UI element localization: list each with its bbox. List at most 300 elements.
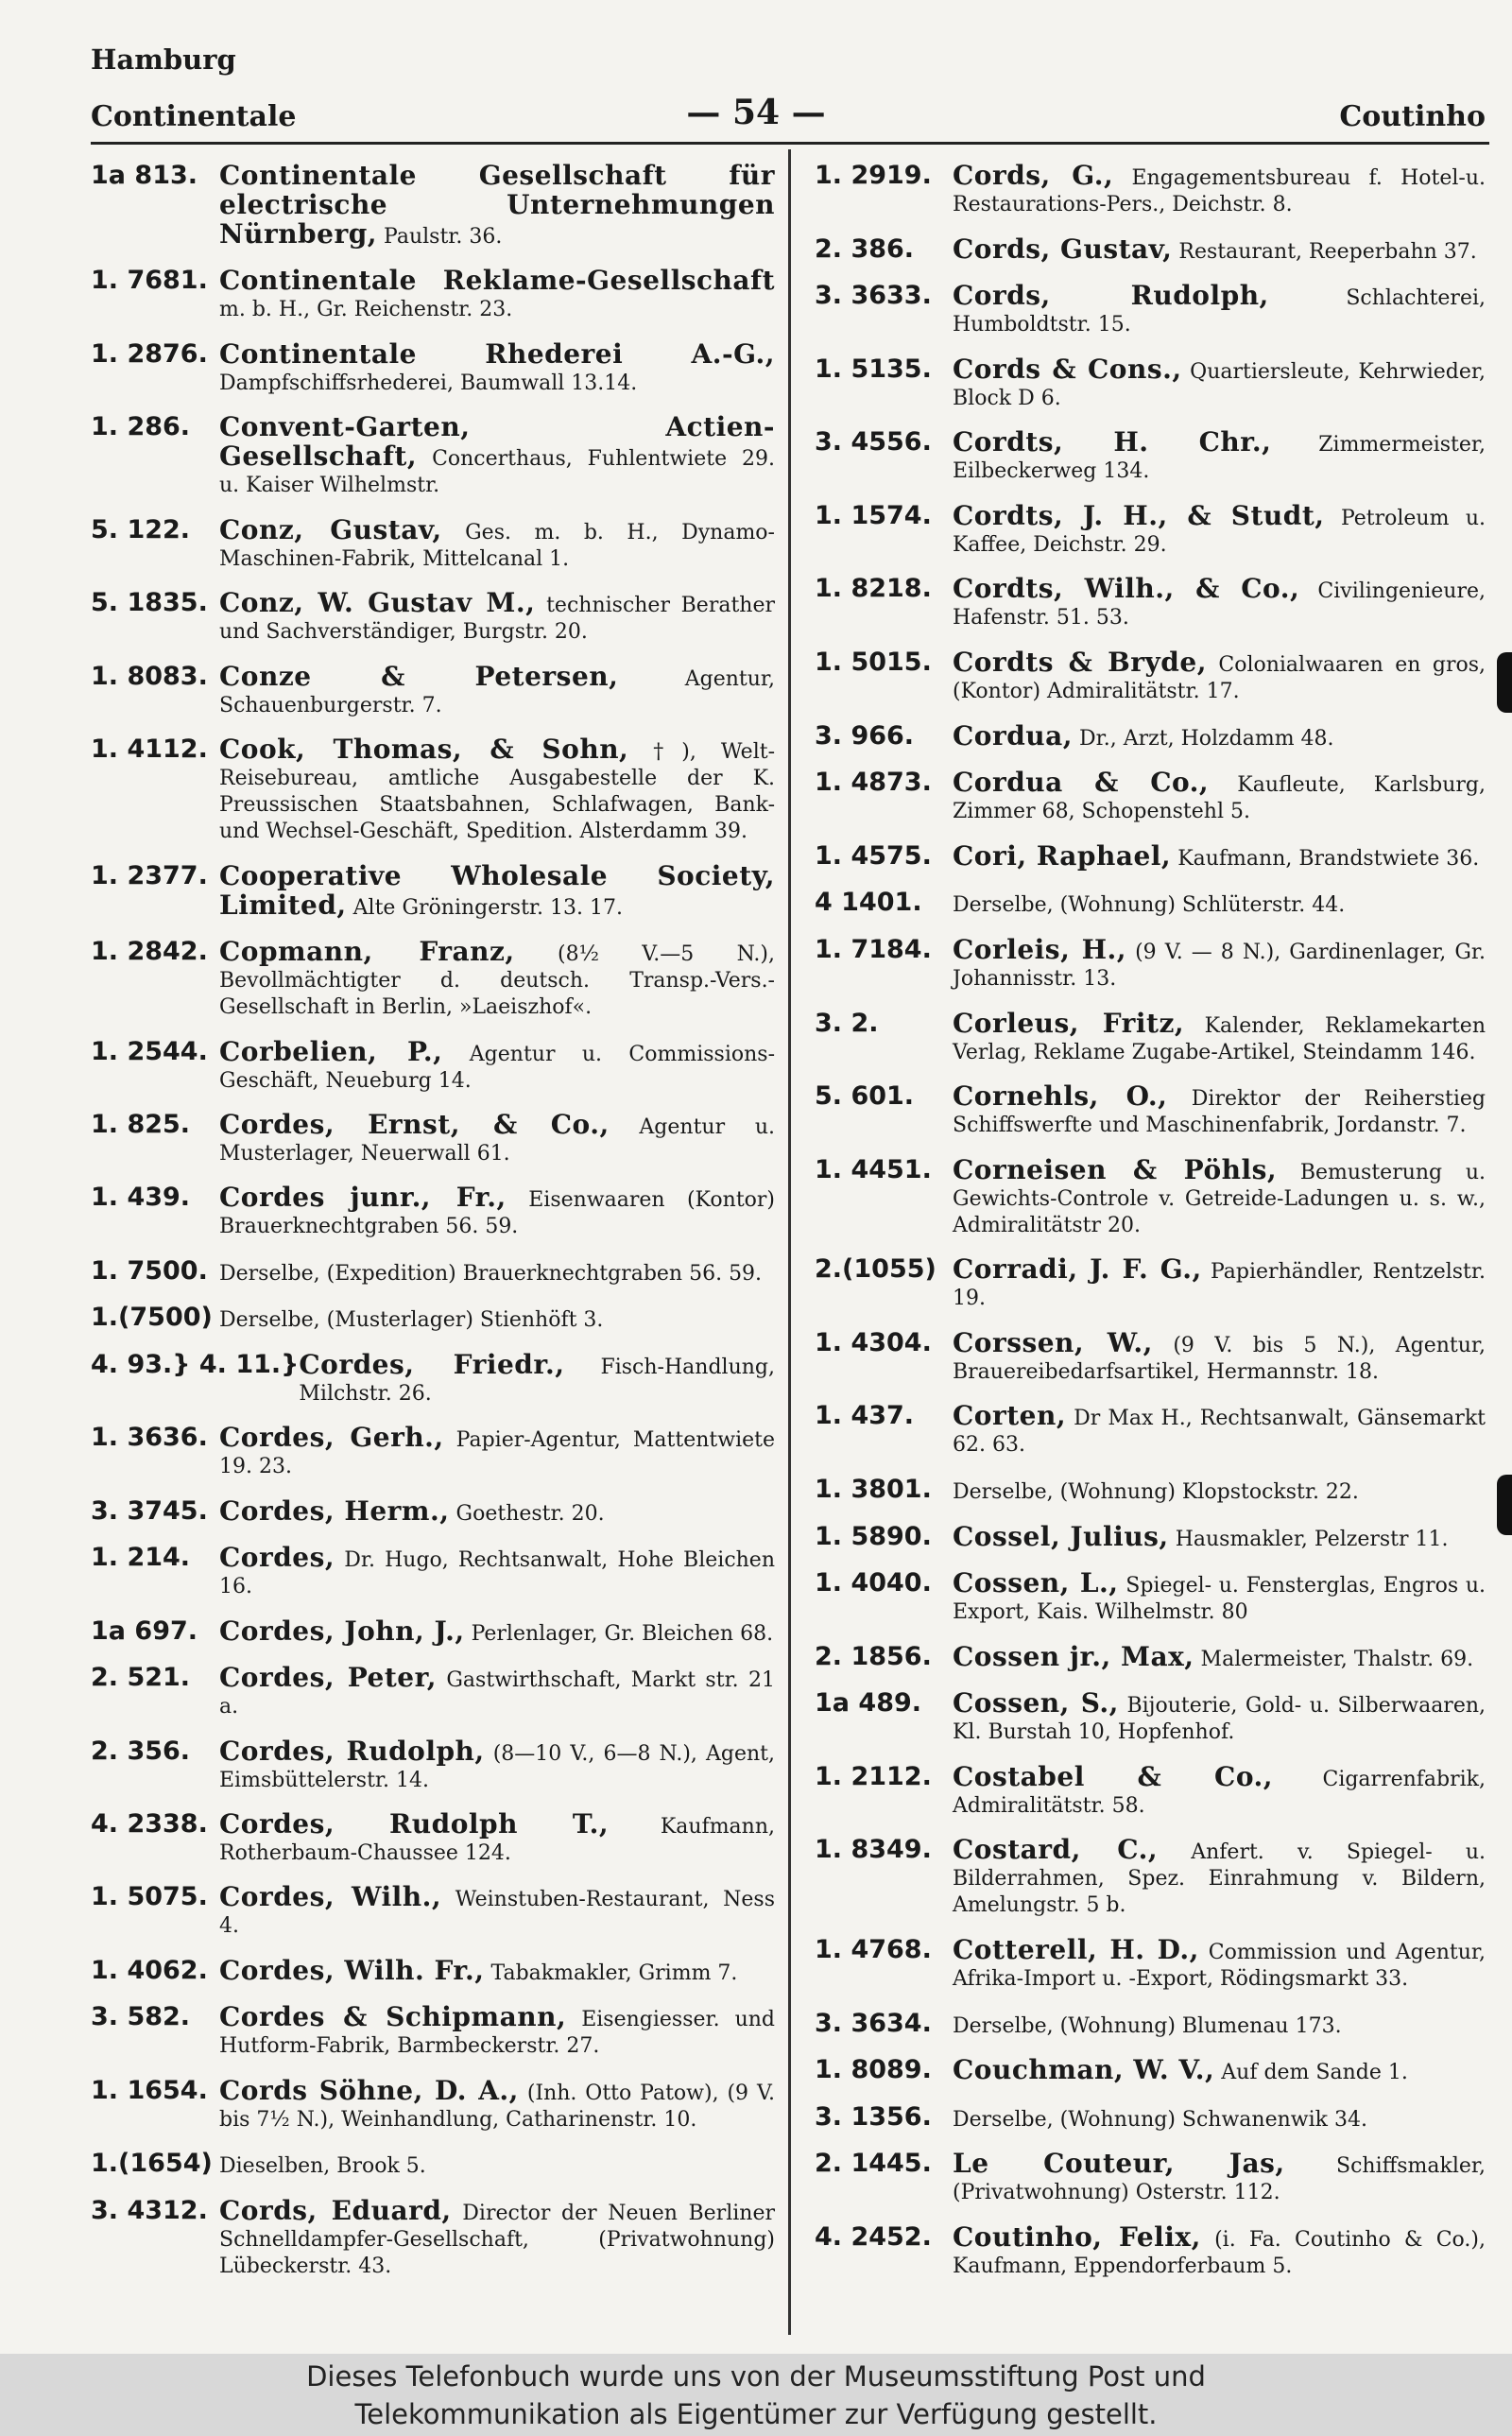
entry-detail: Papierhändler, Rentzelstr. 19. [953,1260,1486,1311]
entry-text [219,936,776,1021]
entry-text [219,2151,775,2180]
entry-text [953,1080,1486,1139]
entry-detail: (Inh. Otto Patow), (9 V. bis 7½ N.), Weinhandlung, Catharinenstr. 10. [219,2081,775,2132]
directory-entry [815,1080,1486,1139]
entry-name: Cords Söhne, D. A., [219,2074,519,2106]
directory-entry [815,2148,1486,2206]
entry-text [953,1567,1486,1626]
entry-detail: Schiffsmakler, (Privatwohnung) Osterstr. 112. [953,2154,1486,2205]
phone-number: 3. 1356. [815,2101,932,2132]
entry-detail: Bemusterung u. Gewichts-Controle v. Getreide-Ladungen u. s. w., Admiralitätstr 20. [953,1160,1486,1237]
phone-number: 4. 93.} 4. 11.} [91,1349,300,1379]
entry-text [219,1184,775,1240]
entry-text [953,1520,1486,1553]
directory-entry [91,1807,775,1867]
phone-number: 1. 5015. [815,648,932,678]
directory-entry [815,769,1486,825]
entry-name: Cordua & Co., [953,767,1210,799]
entry-name: Continentale Rhederei A.-G., [219,337,775,370]
entry-text [953,839,1486,872]
entry-name: Corbelien, P., [219,1035,443,1067]
phone-number: 3. 2. [815,1008,879,1038]
entry-detail: Zimmermeister, Eilbeckerweg 134. [953,433,1486,484]
entry-detail: Derselbe, (Wohnung) Schwanenwik 34. [953,2107,1367,2132]
entry-text [219,660,775,719]
entry-detail: Direktor der Reiherstieg Schiffswerfte und Maschinenfabrik, Jordanstr. 7. [953,1087,1486,1138]
phone-number: 1. 5075. [91,1882,208,1912]
phone-number: 1. 5135. [815,354,932,384]
phone-number: 1. 7184. [815,934,932,964]
entry-text [219,2194,775,2280]
entry-text [953,2011,1486,2040]
directory-entry [815,2008,1486,2040]
entry-detail: Petroleum u. Kaffee, Deichstr. 29. [953,506,1486,557]
directory-entry [91,859,775,922]
directory-entry [91,936,776,1021]
phone-number: 1.(1654) [91,2149,213,2179]
directory-entry [815,499,1486,559]
phone-number: 2. 521. [91,1663,191,1693]
phone-number: 1. 1654. [91,2075,208,2105]
entry-detail: (9 V. — 8 N.), Gardinenlager, Gr. Johannisstr. 13. [953,940,1486,991]
directory-entry [91,1255,775,1287]
entry-text [953,426,1486,485]
phone-number: 1. 2876. [91,338,208,369]
entry-text [219,265,775,323]
directory-entry [815,1834,1486,1919]
directory-entry [91,1662,775,1720]
entry-text [953,1400,1486,1459]
entry-name: Conz, W. Gustav M., [219,587,536,619]
entry-text [219,1304,775,1334]
directory-entry [815,890,1486,919]
entry-text [953,769,1486,825]
entry-detail: Civilingenieure, Hafenstr. 51. 53. [953,579,1486,631]
entry-name: Copmann, Franz, [219,936,515,968]
entry-detail: Spiegel- u. Fensterglas, Engros u. Export, Kais. Wilhelmstr. 80 [953,1574,1486,1625]
directory-entry [815,1567,1486,1626]
entry-name: Cords, Rudolph, [953,280,1269,312]
entry-name: Corneisen & Pöhls, [953,1153,1278,1185]
phone-number: 1. 1574. [815,500,932,530]
header-rule [91,142,1489,145]
directory-entry [815,1934,1486,1993]
entry-name: Cords & Cons., [953,353,1182,385]
phone-number: 2. 1856. [815,1641,932,1671]
entry-text [953,280,1486,338]
entry-detail: (8½ V.—5 N.), Bevollmächtigter d. deutsch. Transp.-Vers.-Gesellschaft in Berlin, »Laeiszhof«. [219,942,776,1020]
entry-text [219,1422,775,1480]
entry-name: Cossen, L., [953,1567,1119,1599]
entry-detail: m. b. H., Gr. Reichenstr. 23. [219,298,513,322]
entry-detail: Auf dem Sande 1. [1221,2061,1408,2085]
entry-text [953,649,1486,705]
entry-name: Couchman, W. V., [953,2054,1215,2086]
entry-detail: Director der Neuen Berliner Schnelldampfer-Gesellschaft, (Privatwohnung) Lübeckerstr. 43. [219,2201,775,2278]
directory-entry [91,587,775,646]
phone-number: 3. 3745. [91,1495,208,1526]
directory-entry [815,2101,1486,2134]
directory-entry [815,1153,1486,1239]
directory-entry [91,1422,775,1480]
entry-name: Cordes, Gerh., [219,1422,444,1454]
directory-entry [815,280,1486,338]
entry-name: Cossen jr., Max, [953,1640,1194,1672]
entry-detail: Weinstuben-Restaurant, Ness 4. [219,1888,775,1939]
entry-detail: Concerthaus, Fuhlentwiete 29. u. Kaiser Wilhelmstr. [219,447,775,498]
right-keyword: Coutinho [1339,100,1486,133]
phone-number: 1. 825. [91,1109,191,1139]
phone-number: 1. 2112. [815,1761,932,1791]
entry-detail: Quartiersleute, Kehrwieder, Block D 6. [953,359,1486,410]
entry-name: Corradi, J. F. G., [953,1253,1202,1286]
entry-text [219,1035,776,1095]
entry-text [219,1735,775,1794]
entry-name: Cordes, Wilh., [219,1881,442,1913]
directory-entry [815,1687,1486,1746]
entry-detail: Dr. Hugo, Rechtsanwalt, Hohe Bleichen 16. [219,1548,775,1599]
entry-detail: Schlachterei, Humboldtstr. 15. [953,286,1486,337]
directory-entry [91,411,775,499]
entry-detail: Bijouterie, Gold- u. Silberwaaren, Kl. Burstah 10, Hopfenhof. [953,1694,1486,1745]
entry-detail: Derselbe, (Wohnung) Schlüterstr. 44. [953,893,1346,918]
entry-detail: Agentur u. Commissions-Geschäft, Neueburg 14. [219,1042,776,1093]
entry-text [219,1494,775,1528]
entry-name: Cordes, Herm., [219,1494,450,1527]
phone-number: 1. 7500. [91,1255,208,1286]
entry-text [953,2148,1486,2206]
directory-entry [815,839,1486,872]
entry-text [219,859,775,922]
directory-entry [91,736,775,845]
entry-name: Cordua, [953,719,1074,752]
directory-entry [91,337,775,397]
entry-text [219,1258,775,1287]
phone-number: 3. 966. [815,720,915,751]
entry-text [953,1253,1486,1312]
entry-detail: Dampfschiffsrhederei, Baumwall 13.14. [219,371,638,395]
entry-detail: Cigarrenfabrik, Admiralitätstr. 58. [953,1767,1486,1818]
phone-number: 1. 8089. [815,2055,932,2085]
entry-name: Cossen, S., [953,1687,1119,1719]
phone-number: 1. 214. [91,1543,191,1573]
directory-entry [91,1304,775,1334]
directory-entry [815,933,1486,993]
entry-name: Cordes, Peter, [219,1662,438,1694]
phone-number: 1. 4112. [91,734,208,765]
directory-entry [815,1253,1486,1312]
entry-text [953,719,1486,752]
entry-name: Cordes, John, J., [219,1615,465,1647]
directory-entry [815,2220,1486,2280]
phone-number: 1. 4768. [815,1935,932,1965]
phone-number: 1. 2377. [91,860,208,890]
entry-detail: Eisengiesser. und Hutform-Fabrik, Barmbeckerstr. 27. [219,2008,775,2059]
phone-number: 3. 4556. [815,427,932,458]
entry-text [953,2220,1486,2280]
entry-detail: (8—10 V., 6—8 N.), Agent, Eimsbüttelerstr. 14. [219,1741,775,1792]
directory-entry [91,513,775,573]
directory-entry [815,1640,1486,1673]
phone-number: 1a 697. [91,1615,198,1646]
directory-entry [815,1007,1486,1066]
phone-number: 1. 8083. [91,661,208,691]
directory-entry [91,1954,775,1987]
footer-line-1: Dieses Telefonbuch wurde uns von der Museumsstiftung Post und [306,2360,1206,2393]
entry-detail: Colonialwaaren en gros, (Kontor) Admiralitätstr. 17. [953,653,1486,704]
entry-text [953,353,1486,412]
entry-detail: Anfert. v. Spiegel- u. Bilderrahmen, Spez. Einrahmung v. Bildern, Amelungstr. 5 b. [953,1840,1486,1918]
phone-number: 2. 1445. [815,2149,932,2179]
directory-entry [91,660,775,719]
entry-text [219,411,775,499]
entry-detail: (i. Fa. Coutinho & Co.), Kaufmann, Eppendorferbaum 5. [953,2227,1486,2278]
directory-entry [815,160,1486,218]
entry-name: Conze & Petersen, [219,660,619,692]
entry-name: Cori, Raphael, [953,839,1172,872]
phone-number: 5. 1835. [91,588,208,618]
entry-text [953,499,1486,559]
phone-number: 2.(1055) [815,1254,936,1285]
entry-text [219,337,775,397]
entry-detail: Restaurant, Reeperbahn 37. [1178,239,1477,264]
entry-detail: Eisenwaaren (Kontor) Brauerknechtgraben 56. 59. [219,1188,775,1239]
directory-entry [91,1184,775,1240]
entry-text [953,933,1486,993]
entry-detail: Derselbe, (Musterlager) Stienhöft 3. [219,1308,604,1333]
entry-name: Corten, [953,1400,1067,1432]
entry-name: Costabel & Co., [953,1760,1274,1792]
phone-number: 1. 4873. [815,768,932,798]
phone-number: 4. 2338. [91,1808,208,1839]
entry-text [953,2104,1486,2134]
entry-name: Cossel, Julius, [953,1520,1169,1552]
entry-detail: Dr., Arzt, Holzdamm 48. [1079,726,1334,751]
left-column [91,160,776,2280]
entry-name: Cordts, Wilh., & Co., [953,573,1300,605]
entry-detail: Kalender, Reklamekarten Verlag, Reklame Zugabe-Artikel, Steindamm 146. [953,1013,1486,1064]
entry-name: Cotterell, H. D., [953,1934,1199,1966]
entry-text [219,1108,775,1167]
entry-name: Coutinho, Felix, [953,2220,1201,2253]
directory-entry [91,1881,775,1940]
entry-detail: Paulstr. 36. [384,225,503,249]
entry-name: Cordes, Rudolph, [219,1735,485,1767]
phone-number: 1. 4304. [815,1327,932,1357]
entry-name: Convent-Garten, Actien-Gesellschaft, [219,411,775,473]
phone-number: 4. 2452. [815,2221,932,2252]
entry-text [219,1881,775,1940]
directory-entry [815,1520,1486,1553]
phone-number: 1a 813. [91,161,198,190]
entry-detail: technischer Berather und Sachverständiger, Burgstr. 20. [219,594,775,645]
entry-detail: Kaufmann, Brandstwiete 36. [1177,846,1480,871]
phone-number: 1. 7681. [91,266,208,296]
column-divider [788,149,791,2335]
entry-name: Cordes, Friedr., [299,1348,565,1380]
footer-line-2: Telekommunikation als Eigentümer zur Verfügung gestellt. [354,2398,1158,2430]
entry-text [219,1542,775,1600]
phone-number: 5. 601. [815,1081,915,1112]
phone-number: 1. 3636. [91,1423,208,1453]
directory-entry [815,1474,1486,1506]
phone-number: 5. 122. [91,514,191,544]
entry-name: Cordes, Ernst, & Co., [219,1108,610,1140]
phone-number: 1. 2842. [91,937,208,967]
phone-number: 1. 8349. [815,1835,932,1865]
directory-entry [91,265,775,323]
entry-text [953,1007,1486,1066]
entry-detail: Goethestr. 20. [455,1501,605,1526]
directory-entry [91,160,775,251]
entry-name: Cornehls, O., [953,1080,1168,1113]
entry-name: Corssen, W., [953,1326,1153,1358]
directory-entry [815,573,1486,631]
entry-text [219,1615,775,1648]
directory-entry [91,1035,776,1095]
entry-detail: Hausmakler, Pelzerstr 11. [1175,1527,1449,1551]
entry-text [219,2001,775,2060]
city-heading: Hamburg [91,43,236,76]
entry-detail: Kaufleute, Karlsburg, Zimmer 68, Schopenstehl 5. [953,773,1486,824]
entry-detail: Engagementsbureau f. Hotel-u. Restaurations-Pers., Deichstr. 8. [953,166,1486,216]
entry-detail: Dr Max H., Rechtsanwalt, Gänsemarkt 62. 63. [953,1407,1486,1458]
phone-number: 1. 4062. [91,1955,208,1985]
directory-entry [91,1494,775,1528]
page-edge-mark [1497,652,1512,713]
entry-detail: (9 V. bis 5 N.), Agentur, Brauereibedarfsartikel, Hermannstr. 18. [953,1333,1486,1384]
phone-number: 3. 3634. [815,2008,932,2038]
directory-entry [815,1326,1486,1386]
entry-name: Cordes & Schipmann, [219,2001,567,2033]
entry-detail: Malermeister, Thalstr. 69. [1200,1647,1474,1671]
entry-name: Cordts, J. H., & Studt, [953,499,1325,531]
directory-entry [91,2151,775,2180]
phone-number: 1. 3801. [815,1474,932,1504]
directory-entry [815,649,1486,705]
entry-text [953,1934,1486,1993]
phone-number: 1.(7500) [91,1303,213,1333]
left-keyword: Continentale [91,100,297,133]
entry-text [953,2054,1486,2086]
phone-number: 3. 3633. [815,281,932,311]
entry-text [953,1153,1486,1239]
entry-detail: Fisch-Handlung, Milchstr. 26. [299,1355,775,1406]
entry-detail: Dieselben, Brook 5. [219,2154,426,2179]
entry-text [219,1662,775,1720]
page-edge-mark [1497,1475,1512,1535]
phone-number: 1. 437. [815,1401,915,1431]
entry-name: Cordts, H. Chr., [953,426,1272,458]
entry-detail: Alte Gröningerstr. 13. 17. [352,895,623,920]
directory-entry [815,719,1486,752]
entry-name: Cords, Gustav, [953,233,1173,265]
phone-number: 1. 2544. [91,1036,208,1066]
entry-text [219,736,775,845]
entry-detail: Agentur, Schauenburgerstr. 7. [219,666,775,717]
entry-name: Cords, Eduard, [219,2194,452,2226]
entry-name: Cooperative Wholesale Society, Limited, [219,859,775,921]
entry-text [953,1326,1486,1386]
entry-text [953,1477,1486,1506]
entry-text [953,573,1486,631]
entry-detail: Derselbe, (Wohnung) Klopstockstr. 22. [953,1479,1359,1504]
entry-text [219,587,775,646]
directory-entry [815,426,1486,485]
entry-name: Cordts & Bryde, [953,647,1207,679]
entry-name: Cordes junr., Fr., [219,1182,507,1214]
directory-entry [91,2194,775,2280]
phone-number: 3. 582. [91,2002,191,2032]
entry-name: Cords, G., [953,160,1114,191]
entry-detail: Derselbe, (Wohnung) Blumenau 173. [953,2013,1342,2038]
entry-detail: Kaufmann, Rotherbaum-Chaussee 124. [219,1814,775,1865]
entry-detail: Papier-Agentur, Mattentwiete 19. 23. [219,1428,775,1479]
entry-name: Cordes, Rudolph T., [219,1807,610,1840]
entry-detail: Tabakmakler, Grimm 7. [490,1961,738,1985]
entry-name: Cook, Thomas, & Sohn, [219,734,629,766]
directory-entry [815,233,1486,266]
entry-text [953,1760,1486,1820]
phone-number: 1. 8218. [815,574,932,604]
right-column [815,160,1486,2280]
phone-number: 3. 4312. [91,2195,208,2225]
entry-detail: †), Welt-Reisebureau, amtliche Ausgabestelle der K. Preussischen Staatsbahnen, Schlafwagen, Bank- und Wechsel-Geschäft, Spedition. Alsterdamm 39. [219,740,775,844]
phone-number: 1. 4575. [815,840,932,871]
entry-text [953,1687,1486,1746]
directory-entry [91,1615,775,1648]
entry-name: Le Couteur, Jas, [953,2148,1285,2180]
phone-number: 1. 5890. [815,1521,932,1551]
phone-number: 1. 4040. [815,1568,932,1598]
phone-number: 4 1401. [815,888,922,918]
directory-entry [91,1542,775,1600]
directory-entry [91,2074,775,2134]
entry-name: Corleis, H., [953,933,1127,965]
entry-text [299,1348,775,1408]
entry-text [219,2074,775,2134]
entry-text [953,233,1486,266]
entry-text [953,1834,1486,1919]
directory-entry [91,1735,775,1794]
entry-name: Continentale Reklame-Gesellschaft [219,265,775,297]
entry-detail: Agentur u. Musterlager, Neuerwall 61. [219,1114,775,1166]
page-number: — 54 — [686,93,826,132]
entry-detail: Ges. m. b. H., Dynamo-Maschinen-Fabrik, Mittelcanal 1. [219,520,775,571]
entry-text [953,160,1486,218]
directory-entry [91,2001,775,2060]
entry-name: Conz, Gustav, [219,513,442,545]
directory-entry [815,1400,1486,1459]
directory-entry [815,353,1486,412]
entry-detail: Derselbe, (Expedition) Brauerknechtgraben 56. 59. [219,1261,763,1286]
phone-number: 1. 439. [91,1183,191,1213]
phone-number: 2. 386. [815,233,915,264]
entry-text [219,1807,775,1867]
entry-detail: Gastwirthschaft, Markt str. 21 a. [219,1668,775,1719]
entry-name: Continentale Gesellschaft für electrische Unternehmungen Nürnberg, [219,160,775,250]
directory-entry [91,1108,775,1167]
entry-name: Corleus, Fritz, [953,1007,1185,1039]
entry-text [953,1640,1486,1673]
phone-number: 2. 356. [91,1736,191,1766]
entry-detail: Commission und Agentur, Afrika-Import u. -Export, Rödingsmarkt 33. [953,1941,1486,1992]
entry-text [953,890,1486,919]
entry-name: Cordes, [219,1542,335,1574]
footer-notice [0,2354,1512,2436]
entry-name: Cordes, Wilh. Fr., [219,1954,485,1986]
phone-number: 1. 2919. [815,161,932,190]
